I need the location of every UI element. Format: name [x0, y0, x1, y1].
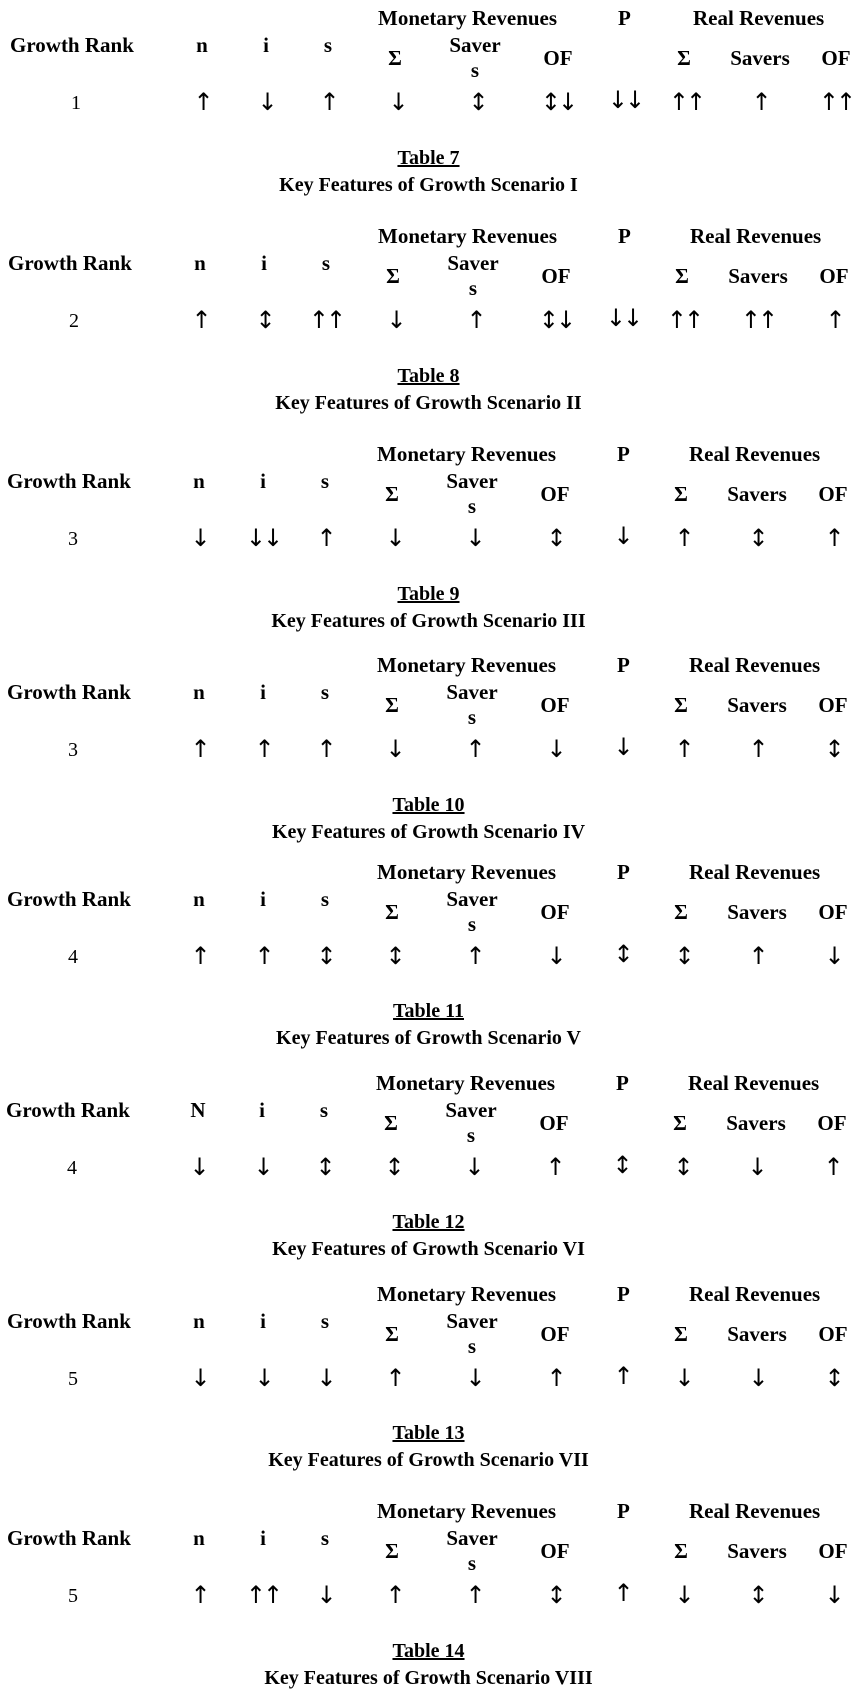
i-value: ↓↓ [245, 524, 281, 552]
i-header: i [260, 1309, 266, 1333]
monetary-savers-value: ↓ [465, 524, 483, 552]
p-header: P [617, 860, 630, 884]
real-savers-value: ↑ [748, 735, 766, 763]
monetary-of-header: OF [540, 900, 570, 924]
real-savers-header: Savers [727, 900, 787, 924]
monetary-sigma-header: Σ [388, 46, 402, 70]
real-of-header: OF [818, 900, 848, 924]
p-header: P [618, 224, 631, 248]
table-caption-title: Key Features of Growth Scenario II [275, 392, 582, 414]
monetary-savers-value: ↓ [465, 1364, 483, 1392]
i-header: i [260, 680, 266, 704]
i-value: ↑ [254, 735, 272, 763]
real-sigma-header: Σ [674, 900, 688, 924]
real-revenues-header: Real Revenues [689, 442, 821, 466]
p-value: ↓ [613, 522, 631, 550]
real-sigma-header: Σ [674, 482, 688, 506]
i-header: i [261, 251, 267, 275]
monetary-revenues-header: Monetary Revenues [378, 6, 558, 30]
growth-rank-header: Growth Rank [7, 887, 131, 911]
real-of-header: OF [818, 1322, 848, 1346]
monetary-revenues-header: Monetary Revenues [377, 1499, 557, 1523]
monetary-of-value: ↕ [546, 1581, 564, 1609]
table-caption-number: Table 13 [392, 1422, 465, 1444]
monetary-sigma-value: ↓ [388, 88, 406, 116]
real-sigma-value: ↓ [674, 1364, 692, 1392]
table-caption-title: Key Features of Growth Scenario IV [271, 821, 586, 843]
monetary-of-header: OF [540, 1322, 570, 1346]
i-header: i [259, 1098, 265, 1122]
s-value: ↑ [319, 88, 337, 116]
real-sigma-value: ↕ [673, 1153, 691, 1181]
real-savers-header: Savers [727, 482, 787, 506]
real-of-header: OF [818, 693, 848, 717]
table-caption-number: Table 7 [397, 147, 460, 169]
n-value: ↑ [190, 942, 208, 970]
monetary-revenues-header: Monetary Revenues [377, 860, 557, 884]
growth-rank-value: 3 [68, 528, 78, 550]
table-caption-title: Key Features of Growth Scenario III [271, 610, 586, 632]
real-revenues-header: Real Revenues [688, 1071, 820, 1095]
real-revenues-header: Real Revenues [690, 224, 822, 248]
n-header: n [196, 33, 208, 57]
growth-rank-header: Growth Rank [6, 1098, 130, 1122]
n-value: ↑ [190, 1581, 208, 1609]
real-of-value: ↑ [825, 306, 843, 334]
n-header: n [193, 887, 205, 911]
p-header: P [617, 1282, 630, 1306]
monetary-sigma-value: ↓ [385, 524, 403, 552]
n-header: n [194, 251, 206, 275]
n-header: N [190, 1098, 206, 1122]
monetary-savers-value: ↑ [465, 1581, 483, 1609]
growth-rank-header: Growth Rank [7, 680, 131, 704]
monetary-savers-header: Saver s [445, 1098, 497, 1147]
monetary-sigma-header: Σ [385, 1539, 399, 1563]
real-savers-header: Savers [726, 1111, 786, 1135]
p-value: ↑ [613, 1362, 631, 1390]
real-of-value: ↕ [824, 1364, 842, 1392]
monetary-sigma-header: Σ [385, 1322, 399, 1346]
s-value: ↕ [315, 1153, 333, 1181]
monetary-savers-value: ↑ [466, 306, 484, 334]
real-sigma-value: ↕ [674, 942, 692, 970]
monetary-sigma-header: Σ [385, 693, 399, 717]
s-header: s [320, 887, 330, 911]
monetary-revenues-header: Monetary Revenues [377, 442, 557, 466]
table-caption-title: Key Features of Growth Scenario I [279, 174, 578, 196]
real-of-header: OF [818, 482, 848, 506]
n-header: n [193, 680, 205, 704]
n-value: ↑ [193, 88, 211, 116]
monetary-savers-header: Saver s [446, 1309, 498, 1358]
real-savers-value: ↑ [751, 88, 769, 116]
s-value: ↑ [316, 524, 334, 552]
growth-rank-value: 1 [71, 92, 81, 114]
monetary-of-value: ↑ [546, 1364, 564, 1392]
monetary-savers-value: ↑ [465, 942, 483, 970]
real-savers-value: ↑ [748, 942, 766, 970]
real-sigma-value: ↑↑ [668, 88, 704, 116]
monetary-savers-header: Saver s [446, 680, 498, 729]
s-header: s [323, 33, 333, 57]
s-header: s [320, 680, 330, 704]
growth-rank-value: 5 [68, 1368, 78, 1390]
i-header: i [260, 469, 266, 493]
monetary-sigma-value: ↓ [385, 735, 403, 763]
n-value: ↑ [191, 306, 209, 334]
i-value: ↑↑ [245, 1581, 281, 1609]
real-sigma-header: Σ [673, 1111, 687, 1135]
growth-rank-value: 4 [67, 1157, 77, 1179]
growth-rank-value: 3 [68, 739, 78, 761]
monetary-sigma-value: ↑ [385, 1581, 403, 1609]
monetary-sigma-header: Σ [385, 482, 399, 506]
table-caption-number: Table 8 [397, 365, 460, 387]
real-of-value: ↓ [824, 942, 842, 970]
table-caption-title: Key Features of Growth Scenario V [276, 1027, 581, 1049]
p-header: P [617, 1499, 630, 1523]
real-of-header: OF [818, 1539, 848, 1563]
real-savers-header: Savers [727, 693, 787, 717]
table-caption-number: Table 10 [392, 794, 465, 816]
n-value: ↑ [190, 735, 208, 763]
table-caption-title: Key Features of Growth Scenario VI [272, 1238, 585, 1260]
s-header: s [320, 469, 330, 493]
monetary-sigma-header: Σ [386, 264, 400, 288]
monetary-of-value: ↓ [546, 942, 564, 970]
real-savers-value: ↑↑ [740, 306, 776, 334]
i-header: i [263, 33, 269, 57]
p-value: ↕ [613, 940, 631, 968]
n-value: ↓ [190, 524, 208, 552]
p-header: P [618, 6, 631, 30]
table-caption-number: Table 14 [392, 1640, 465, 1662]
real-revenues-header: Real Revenues [693, 6, 825, 30]
growth-rank-header: Growth Rank [8, 251, 132, 275]
s-header: s [321, 251, 331, 275]
p-value: ↓↓ [607, 86, 643, 114]
growth-rank-value: 4 [68, 946, 78, 968]
monetary-sigma-header: Σ [385, 900, 399, 924]
real-sigma-header: Σ [675, 264, 689, 288]
p-value: ↕ [612, 1151, 630, 1179]
real-sigma-value: ↑ [674, 524, 692, 552]
monetary-of-value: ↕↓ [540, 88, 576, 116]
monetary-of-header: OF [540, 1539, 570, 1563]
monetary-of-value: ↑ [545, 1153, 563, 1181]
monetary-sigma-value: ↑ [385, 1364, 403, 1392]
real-of-header: OF [821, 46, 851, 70]
real-sigma-value: ↑ [674, 735, 692, 763]
growth-rank-value: 2 [69, 310, 79, 332]
real-savers-header: Savers [728, 264, 788, 288]
monetary-of-header: OF [540, 693, 570, 717]
real-of-value: ↕ [824, 735, 842, 763]
p-header: P [617, 442, 630, 466]
table-caption-title: Key Features of Growth Scenario VII [268, 1449, 589, 1471]
s-value: ↑ [316, 735, 334, 763]
p-header: P [616, 1071, 629, 1095]
real-sigma-header: Σ [674, 1322, 688, 1346]
table-caption-number: Table 11 [393, 1000, 464, 1022]
table-caption-number: Table 9 [397, 583, 460, 605]
monetary-savers-value: ↑ [465, 735, 483, 763]
i-value: ↓ [254, 1364, 272, 1392]
real-sigma-header: Σ [674, 693, 688, 717]
table-caption-title: Key Features of Growth Scenario VIII [264, 1667, 593, 1689]
s-header: s [320, 1526, 330, 1550]
real-savers-value: ↓ [747, 1153, 765, 1181]
monetary-savers-value: ↕ [468, 88, 486, 116]
real-sigma-header: Σ [674, 1539, 688, 1563]
monetary-of-header: OF [541, 264, 571, 288]
real-revenues-header: Real Revenues [689, 653, 821, 677]
i-value: ↑ [254, 942, 272, 970]
real-of-value: ↑↑ [818, 88, 854, 116]
monetary-of-value: ↓ [546, 735, 564, 763]
real-revenues-header: Real Revenues [689, 1282, 821, 1306]
p-header: P [617, 653, 630, 677]
s-value: ↓ [316, 1581, 334, 1609]
growth-rank-header: Growth Rank [7, 1309, 131, 1333]
monetary-sigma-value: ↕ [385, 942, 403, 970]
monetary-savers-header: Saver s [447, 251, 499, 300]
real-savers-value: ↕ [748, 524, 766, 552]
growth-rank-header: Growth Rank [10, 33, 134, 57]
monetary-revenues-header: Monetary Revenues [377, 1282, 557, 1306]
real-revenues-header: Real Revenues [689, 1499, 821, 1523]
growth-rank-header: Growth Rank [7, 469, 131, 493]
real-of-value: ↓ [824, 1581, 842, 1609]
monetary-of-header: OF [539, 1111, 569, 1135]
i-header: i [260, 887, 266, 911]
p-value: ↓↓ [605, 304, 641, 332]
monetary-of-header: OF [543, 46, 573, 70]
growth-rank-value: 5 [68, 1585, 78, 1607]
real-savers-value: ↓ [748, 1364, 766, 1392]
real-savers-value: ↕ [748, 1581, 766, 1609]
real-of-header: OF [819, 264, 849, 288]
monetary-sigma-value: ↕ [384, 1153, 402, 1181]
p-value: ↑ [613, 1579, 631, 1607]
real-revenues-header: Real Revenues [689, 860, 821, 884]
monetary-savers-header: Saver s [446, 1526, 498, 1575]
real-savers-header: Savers [727, 1322, 787, 1346]
table-caption-number: Table 12 [392, 1211, 465, 1233]
real-of-value: ↑ [823, 1153, 841, 1181]
n-value: ↓ [189, 1153, 207, 1181]
monetary-of-value: ↕↓ [538, 306, 574, 334]
n-header: n [193, 1309, 205, 1333]
monetary-sigma-header: Σ [384, 1111, 398, 1135]
monetary-savers-value: ↓ [464, 1153, 482, 1181]
s-value: ↑↑ [308, 306, 344, 334]
monetary-savers-header: Saver s [449, 33, 501, 82]
growth-rank-header: Growth Rank [7, 1526, 131, 1550]
monetary-of-value: ↕ [546, 524, 564, 552]
monetary-of-header: OF [540, 482, 570, 506]
real-savers-header: Savers [727, 1539, 787, 1563]
monetary-revenues-header: Monetary Revenues [377, 653, 557, 677]
real-sigma-value: ↑↑ [666, 306, 702, 334]
real-sigma-value: ↓ [674, 1581, 692, 1609]
monetary-sigma-value: ↓ [386, 306, 404, 334]
monetary-savers-header: Saver s [446, 469, 498, 518]
s-value: ↕ [316, 942, 334, 970]
real-savers-header: Savers [730, 46, 790, 70]
n-value: ↓ [190, 1364, 208, 1392]
real-of-value: ↑ [824, 524, 842, 552]
monetary-revenues-header: Monetary Revenues [376, 1071, 556, 1095]
n-header: n [193, 469, 205, 493]
n-header: n [193, 1526, 205, 1550]
s-header: s [320, 1309, 330, 1333]
real-sigma-header: Σ [677, 46, 691, 70]
s-value: ↓ [316, 1364, 334, 1392]
monetary-revenues-header: Monetary Revenues [378, 224, 558, 248]
i-value: ↓ [253, 1153, 271, 1181]
p-value: ↓ [613, 733, 631, 761]
i-value: ↕ [255, 306, 273, 334]
real-of-header: OF [817, 1111, 847, 1135]
monetary-savers-header: Saver s [446, 887, 498, 936]
i-header: i [260, 1526, 266, 1550]
s-header: s [319, 1098, 329, 1122]
i-value: ↓ [257, 88, 275, 116]
